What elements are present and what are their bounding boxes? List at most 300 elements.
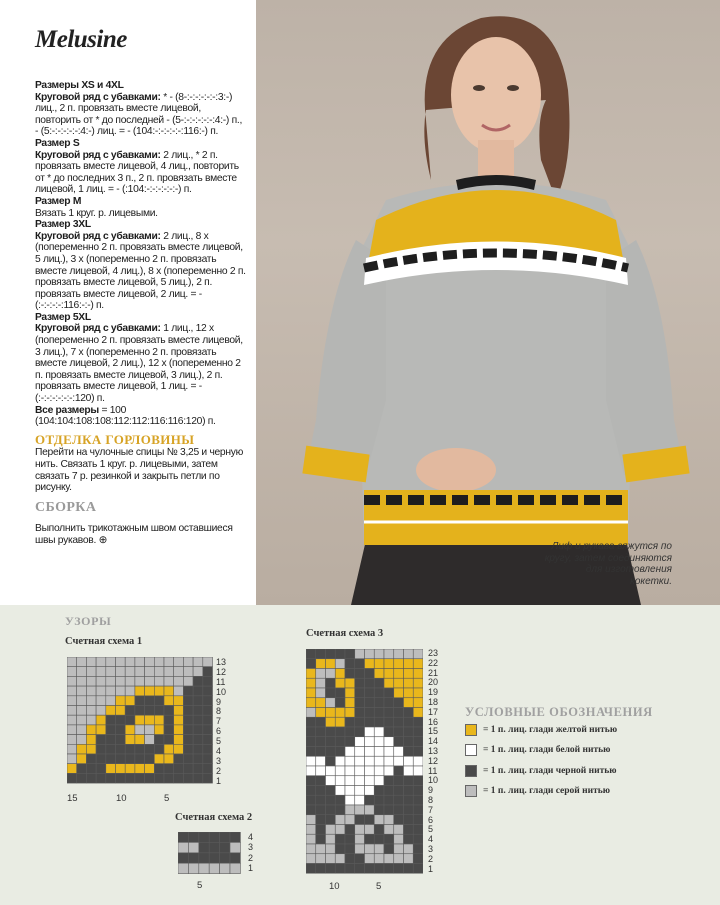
row-number: 13 [216, 657, 227, 667]
chart-cell [394, 688, 404, 698]
instructions [35, 80, 247, 547]
chart-cell [77, 696, 87, 706]
chart-cell [178, 863, 188, 873]
row-number: 9 [428, 785, 434, 796]
chart-cell [384, 727, 394, 737]
chart-cell [394, 776, 404, 786]
chart1-col-10: 10 [116, 793, 127, 804]
chart-cell [316, 669, 326, 679]
chart-cell [345, 698, 355, 708]
chart-cell [345, 649, 355, 659]
chart-cell [306, 776, 316, 786]
chart-cell [335, 649, 345, 659]
chart-cell [374, 688, 384, 698]
chart-cell [116, 686, 126, 696]
chart-cell [316, 717, 326, 727]
chart-cell [67, 715, 77, 725]
chart-cell [116, 754, 126, 764]
chart-cell [345, 727, 355, 737]
chart-cell [374, 854, 384, 864]
chart-cell [154, 715, 164, 725]
chart-cell [135, 764, 145, 774]
chart-cell [384, 688, 394, 698]
chart-cell [384, 795, 394, 805]
chart-cell [67, 744, 77, 754]
row-number: 11 [216, 676, 226, 687]
grey-swatch-icon [465, 785, 477, 797]
row-number: 16 [428, 716, 439, 727]
knit-m-text: Вязать 1 круг. р. лицевыми. [35, 207, 158, 219]
chart-cell [183, 686, 193, 696]
chart-cell [365, 708, 375, 718]
chart-cell [355, 815, 365, 825]
row-number: 14 [428, 736, 439, 747]
chart-cell [125, 715, 135, 725]
row-number: 2 [216, 765, 222, 776]
chart-cell [413, 756, 423, 766]
chart-cell [188, 842, 198, 852]
chart-cell [154, 667, 164, 677]
chart-cell [106, 696, 116, 706]
row-number: 5 [216, 736, 222, 747]
chart-cell [345, 766, 355, 776]
chart-cell [164, 715, 174, 725]
chart-cell [365, 825, 375, 835]
chart-cell [106, 676, 116, 686]
chart-cell [384, 678, 394, 688]
chart-cell [413, 776, 423, 786]
chart-cell [77, 657, 87, 667]
chart-cell [96, 676, 106, 686]
chart-cell [404, 669, 414, 679]
chart-cell [116, 715, 126, 725]
chart-cell [345, 795, 355, 805]
chart-cell [404, 786, 414, 796]
chart-cell [125, 764, 135, 774]
chart-cell [306, 717, 316, 727]
chart-cell [86, 715, 96, 725]
chart-cell [355, 708, 365, 718]
chart-cell [365, 854, 375, 864]
chart-cell [135, 667, 145, 677]
chart-cell [154, 725, 164, 735]
chart-cell [326, 795, 336, 805]
chart-cell [116, 744, 126, 754]
chart-cell [335, 669, 345, 679]
chart-cell [404, 825, 414, 835]
neck-text: Перейти на чулочные спицы № 3,25 и черную нить. Связать 1 круг. р. лицевыми, затем связать 7 р. резинкой и закрыть петли по рисунку. [35, 447, 244, 494]
chart-cell [345, 844, 355, 854]
row-number: 4 [428, 834, 434, 845]
chart-cell [404, 795, 414, 805]
chart-cell [365, 688, 375, 698]
chart-cell [413, 717, 423, 727]
chart-cell [145, 696, 155, 706]
chart-cell [413, 737, 423, 747]
chart-cell [413, 698, 423, 708]
chart-cell [316, 854, 326, 864]
chart-cell [394, 698, 404, 708]
round-dec-5xl-text: 1 лиц., 12 х (попеременно 2 п. провязать вместе лицевой, 3 лиц.), 7 х (попеременно 2 п. провязать вместе лицевой, 2 лиц.), 12 х (попеременно 2 п. провязать вместе лицевой, 3 лиц.), 2 п. провязать вместе лицевой, 1 лиц. = - (:-:-:-:-:-:-:120) п. [35, 323, 243, 405]
chart-cell [345, 786, 355, 796]
chart-cell [374, 649, 384, 659]
chart-cell [164, 657, 174, 667]
chart-cell [164, 754, 174, 764]
row-number: 15 [428, 726, 439, 737]
chart-cell [193, 744, 203, 754]
chart-cell [316, 834, 326, 844]
chart-cell [86, 667, 96, 677]
chart-cell [316, 708, 326, 718]
size-5xl-heading: Размер 5XL [35, 311, 91, 323]
chart-cell [77, 667, 87, 677]
chart-cell [164, 686, 174, 696]
neck-heading: ОТДЕЛКА ГОРЛОВИНЫ [35, 431, 195, 447]
chart-cell [183, 706, 193, 716]
chart-cell [174, 667, 184, 677]
chart-cell [306, 659, 316, 669]
chart-cell [345, 854, 355, 864]
chart-cell [413, 805, 423, 815]
chart-cell [188, 853, 198, 863]
chart-cell [404, 737, 414, 747]
row-number: 20 [428, 677, 439, 688]
chart-cell [345, 825, 355, 835]
chart-cell [203, 667, 213, 677]
chart-cell [394, 805, 404, 815]
chart-cell [355, 805, 365, 815]
chart-cell [326, 678, 336, 688]
chart-cell [67, 657, 77, 667]
chart-cell [335, 756, 345, 766]
chart-cell [174, 696, 184, 706]
chart-cell [404, 678, 414, 688]
row-number: 17 [428, 706, 439, 717]
chart-cell [326, 776, 336, 786]
chart-cell [77, 725, 87, 735]
chart-cell [116, 764, 126, 774]
chart-cell [316, 815, 326, 825]
chart-cell [335, 854, 345, 864]
chart-cell [77, 744, 87, 754]
round-dec-label-5xl: Круговой ряд с убавками: [35, 323, 161, 335]
chart-cell [413, 825, 423, 835]
chart-cell [345, 669, 355, 679]
chart-cell [135, 686, 145, 696]
chart-cell [203, 764, 213, 774]
chart-cell [203, 735, 213, 745]
row-number: 21 [428, 667, 439, 678]
chart-cell [203, 725, 213, 735]
photo-caption: Лиф и рукава вяжутся по кругу, затем соединяются для изготовления кокетки. [544, 541, 672, 587]
chart-cell [306, 815, 316, 825]
chart-cell [306, 669, 316, 679]
chart-cell [125, 667, 135, 677]
chart-cell [164, 773, 174, 783]
assembly-heading: СБОРКА [35, 499, 97, 515]
chart-cell [326, 825, 336, 835]
chart-cell [67, 667, 77, 677]
chart-cell [77, 676, 87, 686]
chart-cell [86, 657, 96, 667]
chart-cell [164, 667, 174, 677]
chart-cell [116, 735, 126, 745]
chart-cell [193, 676, 203, 686]
chart-cell [125, 696, 135, 706]
chart-cell [345, 776, 355, 786]
chart-cell [365, 756, 375, 766]
chart-cell [199, 842, 209, 852]
chart2-label: Счетная схема 2 [175, 812, 253, 823]
chart-cell [374, 864, 384, 874]
chart-cell [174, 725, 184, 735]
chart-cell [374, 698, 384, 708]
chart-cell [384, 834, 394, 844]
chart-cell [355, 649, 365, 659]
chart-cell [384, 805, 394, 815]
chart-cell [374, 717, 384, 727]
chart-cell [77, 764, 87, 774]
chart-cell [345, 747, 355, 757]
chart-cell [374, 708, 384, 718]
chart-cell [335, 795, 345, 805]
chart-cell [145, 667, 155, 677]
chart1-col-5: 5 [164, 793, 170, 804]
chart-cell [96, 735, 106, 745]
chart-cell [316, 688, 326, 698]
chart-cell [193, 725, 203, 735]
chart-cell [67, 696, 77, 706]
chart-cell [316, 825, 326, 835]
chart-cell [384, 756, 394, 766]
chart-cell [125, 686, 135, 696]
chart-cell [326, 717, 336, 727]
chart-cell [96, 744, 106, 754]
row-number: 3 [216, 755, 222, 766]
legend-item-white [465, 744, 610, 756]
chart-cell [154, 744, 164, 754]
chart-cell [355, 737, 365, 747]
chart-cell [345, 756, 355, 766]
chart1-row-numbers [216, 657, 226, 786]
chart-cell [316, 649, 326, 659]
chart-cell [135, 754, 145, 764]
chart-cell [316, 756, 326, 766]
chart-cell [145, 657, 155, 667]
chart-cell [345, 678, 355, 688]
chart-cell [135, 773, 145, 783]
chart-cell [413, 815, 423, 825]
chart-cell [125, 744, 135, 754]
row-number: 9 [216, 696, 222, 707]
chart-cell [345, 805, 355, 815]
chart-cell [335, 737, 345, 747]
chart-cell [86, 735, 96, 745]
chart-cell [106, 764, 116, 774]
chart2-svg [178, 832, 244, 874]
row-number: 1 [216, 775, 222, 786]
chart3-svg [306, 649, 423, 875]
chart-cell [374, 678, 384, 688]
chart-cell [365, 727, 375, 737]
chart-cell [220, 842, 230, 852]
chart-cell [306, 834, 316, 844]
chart-cell [96, 667, 106, 677]
chart-cell [67, 754, 77, 764]
chart-cell [135, 696, 145, 706]
chart-cell [394, 649, 404, 659]
chart-cell [174, 657, 184, 667]
chart-cell [306, 786, 316, 796]
chart-cell [145, 735, 155, 745]
chart-cell [335, 747, 345, 757]
chart-cell [355, 786, 365, 796]
chart-cell [174, 744, 184, 754]
row-number: 13 [428, 745, 439, 756]
chart-cell [183, 667, 193, 677]
yellow-swatch-icon [465, 724, 477, 736]
chart-cell [335, 844, 345, 854]
chart-cell [96, 696, 106, 706]
chart-cell [220, 853, 230, 863]
chart-cell [404, 854, 414, 864]
chart-cell [116, 773, 126, 783]
chart-cell [96, 725, 106, 735]
chart-cell [174, 773, 184, 783]
chart-cell [394, 756, 404, 766]
chart-cell [77, 735, 87, 745]
chart-cell [96, 686, 106, 696]
chart-cell [326, 756, 336, 766]
chart-cell [394, 669, 404, 679]
chart-cell [193, 715, 203, 725]
chart-cell [335, 805, 345, 815]
chart-cell [203, 696, 213, 706]
chart-cell [365, 834, 375, 844]
sweater-illustration [256, 0, 720, 605]
chart-cell [183, 735, 193, 745]
row-number: 2 [428, 853, 434, 864]
chart-cell [413, 659, 423, 669]
chart-cell [106, 657, 116, 667]
chart-cell [326, 649, 336, 659]
legend-label: = 1 п. лиц. глади черной нитью [483, 766, 617, 776]
chart-cell [355, 864, 365, 874]
chart-cell [413, 727, 423, 737]
chart2-col-5: 5 [197, 880, 203, 891]
chart-cell [67, 686, 77, 696]
row-number: 1 [428, 863, 434, 874]
chart-cell [365, 776, 375, 786]
chart-cell [306, 854, 316, 864]
chart-cell [374, 766, 384, 776]
size-m-heading: Размер M [35, 195, 82, 207]
chart-cell [183, 676, 193, 686]
chart-cell [183, 764, 193, 774]
chart-cell [404, 766, 414, 776]
chart-cell [183, 715, 193, 725]
chart-cell [193, 764, 203, 774]
chart-cell [306, 825, 316, 835]
chart-cell [230, 832, 240, 842]
chart-cell [316, 776, 326, 786]
chart-cell [355, 854, 365, 864]
chart-cell [193, 686, 203, 696]
chart-cell [355, 844, 365, 854]
sizes-heading: Размеры XS и 4XL [35, 80, 124, 91]
chart-cell [335, 834, 345, 844]
chart-cell [365, 766, 375, 776]
chart-cell [404, 805, 414, 815]
chart-cell [106, 667, 116, 677]
chart-cell [164, 696, 174, 706]
chart-cell [306, 844, 316, 854]
chart3-col-10: 10 [329, 881, 340, 892]
chart-cell [67, 706, 77, 716]
chart-cell [106, 754, 116, 764]
chart-cell [335, 688, 345, 698]
chart-cell [106, 686, 116, 696]
chart-cell [77, 706, 87, 716]
chart-cell [404, 649, 414, 659]
chart-cell [306, 649, 316, 659]
chart-cell [365, 786, 375, 796]
chart3-label: Счетная схема 3 [306, 628, 384, 639]
chart-cell [326, 708, 336, 718]
chart-cell [326, 698, 336, 708]
chart-cell [394, 854, 404, 864]
chart1-svg [67, 657, 213, 786]
chart-cell [384, 737, 394, 747]
chart-cell [384, 864, 394, 874]
chart-cell [335, 708, 345, 718]
chart-cell [326, 727, 336, 737]
chart-cell [355, 669, 365, 679]
all-sizes-label: Все размеры [35, 404, 99, 416]
chart-cell [413, 688, 423, 698]
chart-cell [193, 657, 203, 667]
chart-cell [345, 708, 355, 718]
chart-cell [306, 747, 316, 757]
chart-cell [203, 706, 213, 716]
legend-item-grey [465, 785, 610, 797]
chart-cell [394, 717, 404, 727]
chart-cell [154, 754, 164, 764]
chart-cell [125, 754, 135, 764]
chart-cell [316, 766, 326, 776]
chart-cell [374, 844, 384, 854]
chart-cell [145, 744, 155, 754]
row-number: 10 [216, 686, 227, 697]
chart-cell [394, 747, 404, 757]
chart-cell [384, 776, 394, 786]
chart-cell [183, 773, 193, 783]
chart-cell [203, 686, 213, 696]
chart-cell [345, 717, 355, 727]
chart-cell [154, 764, 164, 774]
chart-cell [316, 737, 326, 747]
chart-cell [374, 737, 384, 747]
chart-cell [135, 744, 145, 754]
chart-cell [374, 756, 384, 766]
chart3-row-numbers [428, 649, 438, 874]
chart-cell [404, 815, 414, 825]
chart-cell [116, 706, 126, 716]
size-3xl-heading: Размер 3XL [35, 219, 91, 231]
chart-cell [404, 688, 414, 698]
chart-cell [178, 832, 188, 842]
chart-cell [154, 676, 164, 686]
